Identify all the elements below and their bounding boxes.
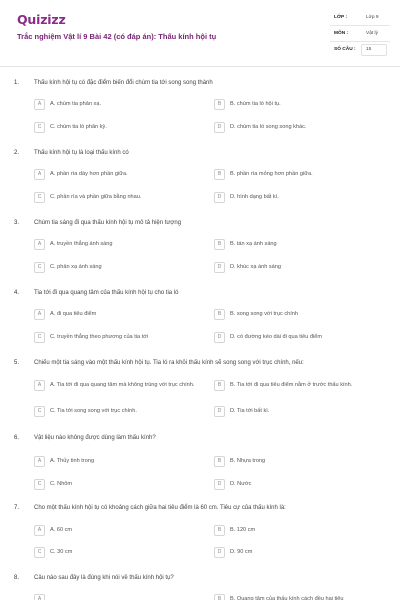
question-text: Tia tới đi qua quang tâm của thấu kính hội tụ cho tia ló	[34, 290, 179, 296]
meta-subject-label: MÔN :	[334, 31, 349, 36]
question-number: 3.	[14, 220, 20, 226]
option-c[interactable]	[34, 190, 204, 204]
meta-grade	[330, 11, 390, 26]
option-text: B. Tia tới đi qua tiêu điểm nằm ở trước thấu kính.	[230, 381, 353, 388]
option-a[interactable]	[34, 237, 204, 251]
option-c[interactable]	[34, 477, 204, 491]
option-text: A. Thủy tinh trong	[50, 457, 95, 464]
question-text: Thấu kính hội tụ là loại thấu kính có	[34, 150, 129, 156]
option-letter: C	[34, 406, 45, 417]
option-a[interactable]	[34, 454, 204, 468]
option-letter: D	[214, 479, 225, 490]
option-b[interactable]	[214, 454, 394, 468]
option-text: C. 30 cm	[50, 548, 73, 555]
option-text: D. hình dạng bất kì.	[230, 193, 279, 200]
option-c[interactable]	[34, 404, 204, 418]
question-text: Chùm tia sáng đi qua thấu kính hội tụ mô tả hiện tượng	[34, 220, 182, 226]
option-text: B. phần rìa mỏng hơn phần giữa.	[230, 170, 313, 177]
option-letter: B	[214, 239, 225, 250]
option-text: C. chùm tia ló phân kỳ.	[50, 123, 107, 130]
meta-count-box	[361, 44, 387, 56]
option-text: B. tán xạ ánh sáng	[230, 240, 277, 247]
option-letter: A	[34, 380, 45, 391]
header-divider	[0, 66, 400, 67]
meta-count-value: 15	[366, 47, 372, 52]
option-text: A. 60 cm	[50, 526, 73, 533]
question-number: 6.	[14, 435, 20, 441]
option-d[interactable]	[214, 404, 394, 418]
option-letter: A	[34, 594, 45, 600]
option-letter: B	[214, 380, 225, 391]
option-text: D. chùm tia ló song song khác.	[230, 123, 307, 130]
document-title: Trắc nghiệm Vật lí 9 Bài 42 (có đáp án): Thấu kính hội tụ	[17, 32, 217, 41]
option-a[interactable]	[34, 307, 204, 321]
option-letter: B	[214, 525, 225, 536]
question-text: Câu nào sau đây là đúng khi nói về thấu kính hội tụ?	[34, 575, 174, 581]
option-letter: A	[34, 525, 45, 536]
quizizz-logo[interactable]: Quizizz	[17, 12, 66, 27]
option-letter: C	[34, 332, 45, 343]
option-text: A. phần rìa dày hơn phần giữa.	[50, 170, 128, 177]
meta-grade-value: Lớp 9	[366, 15, 379, 20]
option-letter: B	[214, 169, 225, 180]
question-text: Thấu kính hội tụ có đặc điểm biến đổi chùm tia tới song song thành	[34, 80, 213, 86]
option-text: A. truyền thẳng ánh sáng	[50, 240, 113, 247]
option-b[interactable]	[214, 97, 394, 111]
option-letter: D	[214, 547, 225, 558]
option-letter: B	[214, 99, 225, 110]
option-text: C. Nhôm	[50, 480, 73, 487]
option-letter: B	[214, 594, 225, 600]
option-letter: C	[34, 547, 45, 558]
option-b[interactable]	[214, 374, 394, 396]
option-text: D. 90 cm	[230, 548, 253, 555]
option-text: C. phản xạ ánh sáng	[50, 263, 102, 270]
meta-subject-value: Vật lý	[366, 31, 378, 36]
option-text: C. truyền thẳng theo phương của tia tới	[50, 333, 149, 340]
question-number: 1.	[14, 80, 20, 86]
option-text: A. Tia tới đi qua quang tâm mà không trùng với trục chính.	[50, 381, 195, 388]
option-a[interactable]	[34, 374, 204, 396]
question-number: 8.	[14, 575, 20, 581]
option-text: D. Nước	[230, 480, 252, 487]
question-number: 4.	[14, 290, 20, 296]
option-d[interactable]	[214, 477, 394, 491]
option-letter: D	[214, 192, 225, 203]
option-c[interactable]	[34, 330, 204, 344]
option-d[interactable]	[214, 330, 394, 344]
option-d[interactable]	[214, 260, 394, 274]
option-b[interactable]	[214, 523, 394, 537]
option-letter: D	[214, 122, 225, 133]
option-text: D. có đường kéo dài đi qua tiêu điểm	[230, 333, 322, 340]
option-text: B. chùm tia ló hội tụ.	[230, 100, 281, 107]
question-text: Chiếu một tia sáng vào một thấu kính hội tụ. Tia ló ra khỏi thấu kính sẽ song song với trục chính, nếu:	[34, 360, 304, 366]
option-letter: B	[214, 309, 225, 320]
option-a[interactable]	[34, 167, 204, 181]
option-d[interactable]	[214, 190, 394, 204]
option-b[interactable]	[214, 592, 394, 600]
option-letter: C	[34, 192, 45, 203]
meta-count	[330, 43, 390, 58]
option-text: D. Tia tới bất kì.	[230, 407, 270, 414]
document-header	[0, 0, 400, 62]
option-b[interactable]	[214, 237, 394, 251]
option-d[interactable]	[214, 545, 394, 559]
option-letter: C	[34, 122, 45, 133]
question-number: 7.	[14, 505, 20, 511]
option-d[interactable]	[214, 120, 394, 134]
meta-grade-label: LỚP :	[334, 15, 348, 20]
question-number: 2.	[14, 150, 20, 156]
option-letter: A	[34, 456, 45, 467]
option-text: D. khúc xạ ánh sáng	[230, 263, 281, 270]
option-a[interactable]	[34, 592, 204, 600]
question-text: Cho một thấu kính hội tụ có khoảng cách giữa hai tiêu điểm là 60 cm. Tiêu cự của thấu kính là:	[34, 505, 286, 511]
option-text: A. đi qua tiêu điểm	[50, 310, 97, 317]
option-a[interactable]	[34, 523, 204, 537]
meta-subject	[330, 27, 390, 42]
option-letter: C	[34, 479, 45, 490]
option-letter: D	[214, 332, 225, 343]
option-text: B. song song với trục chính	[230, 310, 299, 317]
option-text: B. Quang tâm của thấu kính cách đều hai tiêu	[230, 595, 344, 600]
option-letter: A	[34, 99, 45, 110]
option-text: A. chùm tia phản xạ.	[50, 100, 101, 107]
option-letter: B	[214, 456, 225, 467]
option-letter: C	[34, 262, 45, 273]
question-number: 5.	[14, 360, 20, 366]
option-letter: A	[34, 239, 45, 250]
meta-count-label: SỐ CÂU :	[334, 47, 356, 52]
option-text: C. Tia tới song song với trục chính.	[50, 407, 137, 414]
option-letter: A	[34, 169, 45, 180]
option-b[interactable]	[214, 307, 394, 321]
option-a[interactable]	[34, 97, 204, 111]
option-letter: D	[214, 262, 225, 273]
option-text: C. phần rìa và phần giữa bằng nhau.	[50, 193, 142, 200]
option-letter: A	[34, 309, 45, 320]
option-c[interactable]	[34, 120, 204, 134]
option-letter: D	[214, 406, 225, 417]
option-b[interactable]	[214, 167, 394, 181]
question-text: Vật liệu nào không được dùng làm thấu kính?	[34, 435, 156, 441]
option-c[interactable]	[34, 545, 204, 559]
option-text: B. 120 cm	[230, 526, 256, 533]
option-text: B. Nhựa trong	[230, 457, 266, 464]
option-c[interactable]	[34, 260, 204, 274]
